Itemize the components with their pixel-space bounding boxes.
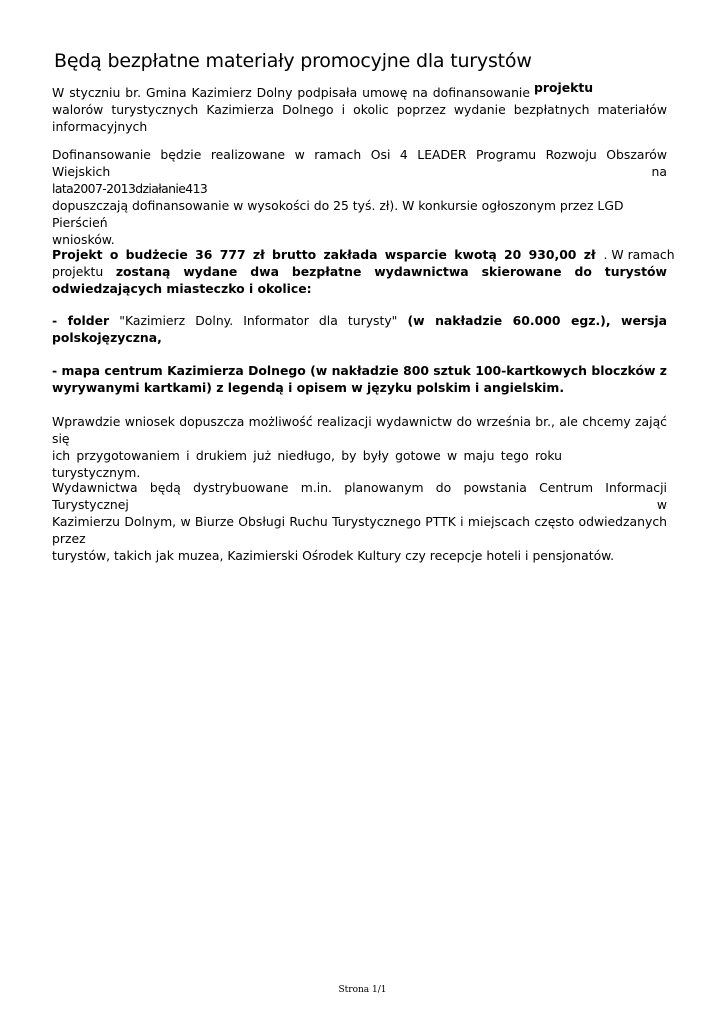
- funding-action-number: 413: [185, 181, 208, 196]
- intro-line-1-text: W styczniu br. Gmina Kazimierz Dolny podpisała umowę na dofinansowanie: [52, 85, 530, 100]
- schedule-line-3: turystycznym.: [52, 465, 141, 480]
- funding-line-2: [52, 180, 667, 197]
- funding-line-5: wniosków.: [52, 232, 115, 247]
- folder-line-1: [52, 312, 667, 329]
- funding-years: 2007-2013: [73, 181, 136, 196]
- folder-language: polskojęzyczna,: [52, 330, 162, 345]
- intro-line-2: walorów turystycznych Kazimierza Dolnego i okolic poprzez wydanie bezpłatnych materiałów: [52, 102, 667, 117]
- budget-line-3: [52, 280, 667, 297]
- budget-line-2-lead: projektu: [52, 264, 104, 279]
- paragraph-schedule: [52, 413, 667, 481]
- budget-line-2: [52, 263, 667, 280]
- distribution-line-2: Kazimierzu Dolnym, w Biurze Obsługi Ruchu Turystycznego PTTK i miejscach często odwiedzanych przez: [52, 514, 667, 546]
- folder-label: - folder: [52, 313, 110, 328]
- map-line-2: [52, 379, 667, 396]
- map-line-2-text: wyrywanymi kartkami) z legendą i opisem w języku polskim i angielskim.: [52, 380, 565, 395]
- intro-raised-word: projektu: [534, 80, 594, 95]
- schedule-line-1: Wprawdzie wniosek dopuszcza możliwość realizacji wydawnictw do września br., ale chcemy zająć się: [52, 414, 667, 446]
- folder-title: "Kazimierz Dolny. Informator dla turysty": [119, 313, 398, 328]
- folder-line-2: [52, 329, 667, 346]
- budget-line-1-rest: . W ramach: [603, 247, 675, 262]
- page-title: Będą bezpłatne materiały promocyjne dla turystów: [54, 50, 532, 72]
- intro-line-1: [52, 84, 530, 101]
- funding-action: działanie: [135, 181, 186, 196]
- schedule-line-2: ich przygotowaniem i drukiem już niedługo, by były gotowe w maju tego roku: [52, 448, 562, 463]
- map-line-1: [52, 362, 667, 379]
- budget-line-1: [52, 246, 675, 263]
- map-line-1-text: - mapa centrum Kazimierza Dolnego (w nakładzie 800 sztuk 100-kartkowych bloczków z: [52, 363, 667, 378]
- budget-amount-text: Projekt o budżecie 36 777 zł brutto zakłada wsparcie kwotą 20 930,00 zł: [52, 247, 596, 262]
- distribution-line-1: Wydawnictwa będą dystrybuowane m.in. planowanym do powstania Centrum Informacji Turystycznej w: [52, 480, 667, 512]
- page-number: Strona 1/1: [338, 985, 387, 995]
- funding-line-3: dopuszczają dofinansowanie w wysokości do 25 tyś. zł). W konkursie ogłoszonym przez LGD: [52, 198, 624, 213]
- paragraph-distribution: [52, 479, 667, 564]
- paragraph-folder: [52, 312, 667, 346]
- folder-edition: (w nakładzie 60.000 egz.), wersja: [407, 313, 667, 328]
- intro-line-3: informacyjnych: [52, 119, 148, 134]
- paragraph-funding: [52, 146, 667, 248]
- budget-line-3-bold: odwiedzających miasteczko i okolice:: [52, 281, 312, 296]
- paragraph-map: [52, 362, 667, 396]
- distribution-line-3: turystów, takich jak muzea, Kazimierski Ośrodek Kultury czy recepcje hoteli i pensjonatów.: [52, 548, 615, 563]
- funding-line-1: Dofinansowanie będzie realizowane w ramach Osi 4 LEADER Programu Rozwoju Obszarów Wiejskich na: [52, 147, 667, 179]
- funding-lata: lata: [52, 181, 74, 196]
- budget-line-2-bold: zostaną wydane dwa bezpłatne wydawnictwa skierowane do turystów: [115, 264, 667, 279]
- funding-line-4: Pierścień: [52, 215, 108, 230]
- paragraph-budget: [52, 246, 675, 297]
